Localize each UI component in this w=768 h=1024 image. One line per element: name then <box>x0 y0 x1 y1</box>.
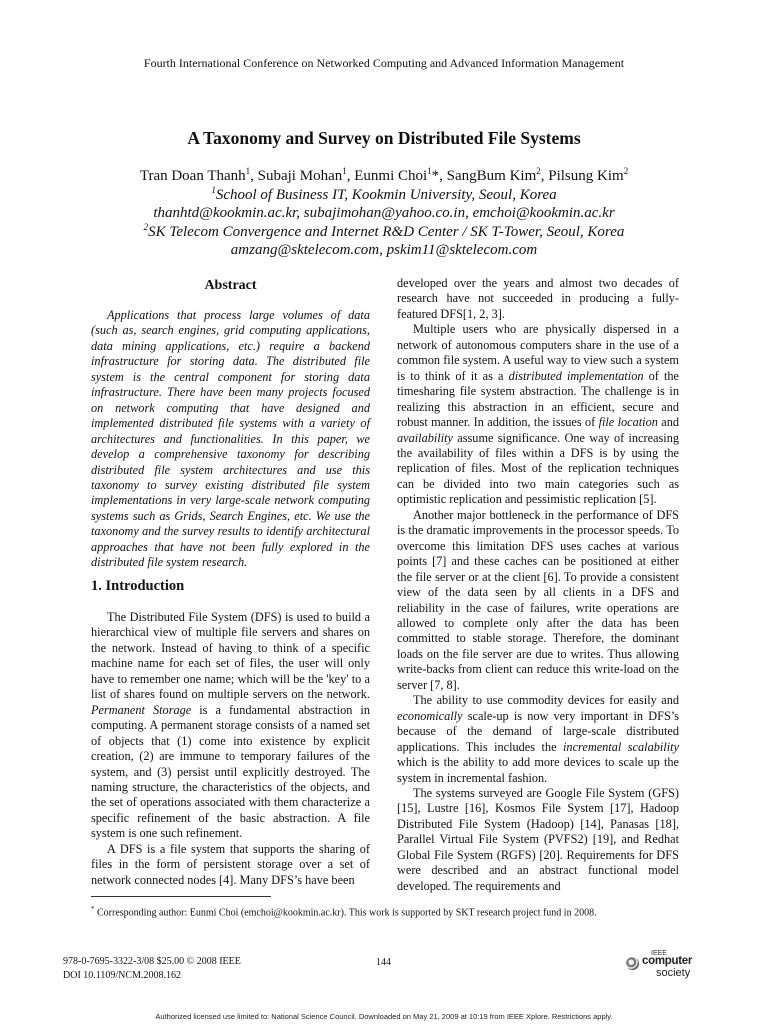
text-span: which is the ability to add more devices to scale up the system in incremental fashion. <box>397 755 679 785</box>
abstract-paragraph: Applications that process large volumes of data (such as, search engines, grid computing applications, data mining applications, etc.) require a backend infrastructure for storing data. The distributed file system is the central component for storing data infrastructure. There have been many projects focused on network computing that have designed and implemented distributed file systems with a variety of architectures and functionalities. In this paper, we develop a comprehensive taxonomy for describing distributed file system architectures and use this taxonomy to survey existing distributed file system implementations in very large-scale network computing systems such as Grids, Search Engines, etc. We use the taxonomy and the survey results to identify architectural approaches that have not been fully explored in the distributed file system research. <box>91 308 370 570</box>
ieee-computer-society-logo-icon <box>626 950 708 990</box>
author-name: , Subaji Mohan <box>250 168 343 184</box>
footnote-mark: * <box>91 905 95 913</box>
emphasis: distributed implementation <box>508 368 644 383</box>
logo-computer-text: computer <box>642 955 692 967</box>
logo-society-text: society <box>656 967 691 979</box>
text-span: The ability to use commodity devices for easily and <box>413 693 679 708</box>
text-span: assume significance. One way of increasing the availability of files within a DFS is by using the replication of files. Most of the replication techniques can be divided into two main categories such as optimistic replication and pessimistic replication [5]. <box>397 430 679 507</box>
text-span: of the timesharing file system abstraction. The challenge is in realizing this abstraction in an efficient, secure and robust manner. In addition, the issues of <box>397 368 680 430</box>
affiliation-mark: 1 <box>342 166 347 176</box>
doi-line: DOI 10.1109/NCM.2008.162 <box>63 970 181 981</box>
author-name: , Eunmi Choi <box>346 168 428 184</box>
publication-info <box>63 955 241 983</box>
footnote-text: Corresponding author: Eunmi Choi (emchoi@kookmin.ac.kr). This work is supported by SKT research project fund in 2008. <box>97 907 597 919</box>
right-column-text <box>397 276 679 894</box>
emphasis: file location <box>598 415 658 430</box>
section-heading-introduction: 1. Introduction <box>91 578 185 594</box>
footnote-divider <box>91 896 271 897</box>
author-name: Tran Doan Thanh <box>139 168 246 184</box>
paragraph: developed over the years and almost two decades of research have not succeeded in producing a fully-featured DFS[1, 2, 3]. <box>397 276 679 321</box>
abstract-text <box>91 308 370 571</box>
email-line-2: amzang@sktelecom.com, pskim11@sktelecom.com <box>230 242 538 259</box>
paragraph: Another major bottleneck in the performance of DFS is the dramatic improvements in the processor speeds. To overcome this limitation DFS uses caches at various points [7] and these caches can be positioned at either the file server or at the client [6]. To provide a consistent view of the data seen by all clients in a DFS and reliability in the case of failures, write operations are allowed to complete only after the data has been committed to stable storage. Therefore, the dominant loads on the file server are due to writes. Thus allowing write-backs from client can reduce this write-load on the server [7, 8]. <box>397 507 679 692</box>
affiliation-mark: 1 <box>245 166 251 176</box>
affiliation-mark: 2 <box>536 166 541 176</box>
emphasis: Permanent Storage <box>91 702 192 717</box>
affiliation-text: SK Telecom Convergence and Internet R&D Center / SK T-Tower, Seoul, Korea <box>148 223 625 240</box>
text-span: is a fundamental abstraction in computing. A permanent storage consists of a named set of objects that (1) come into existence by explicit creation, (2) are immune to temporary failures of the system, and (3) persist until explicitly destroyed. The naming structure, the characteristics of the objects, and the set of operations associated with them characterize a specific refinement of the basic abstraction. A file system is one such refinement. <box>91 702 370 841</box>
affiliation-mark: 2 <box>143 221 149 232</box>
affiliation-mark: 2 <box>623 166 629 176</box>
text-span: scale-up is now very important in DFS’s because of the demand of large-scale distributed applications. This includes the <box>397 708 679 754</box>
affiliation-2 <box>0 223 768 242</box>
emphasis: incremental scalability <box>563 739 679 754</box>
text-span: The Distributed File System (DFS) is used to build a hierarchical view of multiple file servers and shares on the network. Instead of having to think of a specific machine name for each set of files, the user will only have to remember one name; which will be the 'key' to a list of shares found on multiple servers on the network. <box>91 610 370 702</box>
text-span: Multiple users who are physically dispersed in a network of autonomous computers share in the use of a common file system. A useful way to view such a system is to think of it as a <box>397 322 679 383</box>
affiliation-mark: 1 <box>427 166 432 176</box>
paragraph: A DFS is a file system that supports the sharing of files in the form of persistent storage over a set of network connected nodes [4]. Many DFS’s have been <box>91 841 370 887</box>
logo-globe-icon <box>626 957 639 970</box>
paragraph: The systems surveyed are Google File System (GFS) [15], Lustre [16], Kosmos File System [17], Hadoop Distributed File System (Hadoop) [14], Panasas [18], Parallel Virtual File System (PVFS2) [19], and Redhat Global File System (RGFS) [20]. Requirements for DFS were described and an abstract functional model developed. The requirements and <box>397 785 679 893</box>
paragraph <box>397 693 679 786</box>
emphasis: economically <box>397 708 463 723</box>
author-name: *, SangBum Kim <box>431 168 537 184</box>
abstract-heading: Abstract <box>204 278 257 293</box>
author-block <box>0 167 768 260</box>
email-line-1: thanhtd@kookmin.ac.kr, subajimohan@yahoo.co.in, emchoi@kookmin.ac.kr <box>153 205 615 222</box>
affiliation-text: School of Business IT, Kookmin University, Seoul, Korea <box>215 186 557 203</box>
author-name: , Pilsung Kim <box>540 168 624 184</box>
author-list <box>0 167 768 186</box>
page-number: 144 <box>376 957 391 968</box>
paragraph <box>397 322 679 507</box>
emphasis: availability <box>397 430 454 445</box>
conference-header: Fourth International Conference on Networked Computing and Advanced Information Management <box>143 56 625 70</box>
download-notice: Authorized licensed use limited to: National Science Council. Downloaded on May 21, 2009 at 10:19 from IEEE Xplore. Restrictions apply. <box>155 1012 613 1021</box>
text-span: and <box>657 415 679 430</box>
logo-ieee-text: IEEE <box>651 950 667 957</box>
affiliation-mark: 1 <box>211 184 216 195</box>
footnote <box>91 905 691 918</box>
isbn-line: 978-0-7695-3322-3/08 $25.00 © 2008 IEEE <box>63 956 241 967</box>
paper-title: A Taxonomy and Survey on Distributed File Systems <box>187 128 581 148</box>
introduction-text <box>91 610 370 888</box>
paragraph <box>91 610 370 842</box>
affiliation-1 <box>0 186 768 205</box>
